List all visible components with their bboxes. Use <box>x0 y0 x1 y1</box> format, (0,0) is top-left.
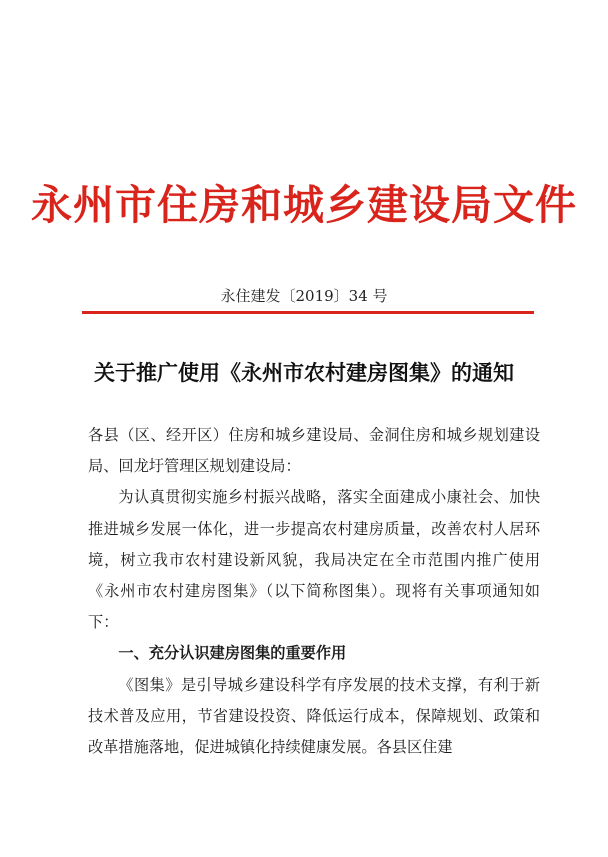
salutation-paragraph: 各县（区、经开区）住房和城乡建设局、金洞住房和城乡规划建设局、回龙圩管理区规划建设局： <box>88 426 540 476</box>
notice-title: 关于推广使用《永州市农村建房图集》的通知 <box>94 361 514 385</box>
document-number: 永住建发〔2019〕34 号 <box>220 287 388 305</box>
red-divider-line <box>82 311 534 314</box>
intro-paragraph: 为认真贯彻实施乡村振兴战略，落实全面建成小康社会、加快推进城乡发展一体化，进一步提高农村建房质量，改善农村人居环境，树立我市农村建设新风貌，我局决定在全市范围内推广使用《永州市农村建房图集》（以下简称图集）。现将有关事项通知如下： <box>88 488 540 632</box>
section-1-heading: 一、充分认识建房图集的重要作用 <box>118 644 347 663</box>
notice-body <box>88 420 540 763</box>
section-1-paragraph: 《图集》是引导城乡建设科学有序发展的技术支撑，有利于新技术普及应用，节省建设投资、降低运行成本，保障规划、政策和改革措施落地，促进城镇化持续健康发展。各县区住建 <box>88 675 540 757</box>
issuer-header-title: 永州市住房和城乡建设局文件 <box>31 181 577 229</box>
